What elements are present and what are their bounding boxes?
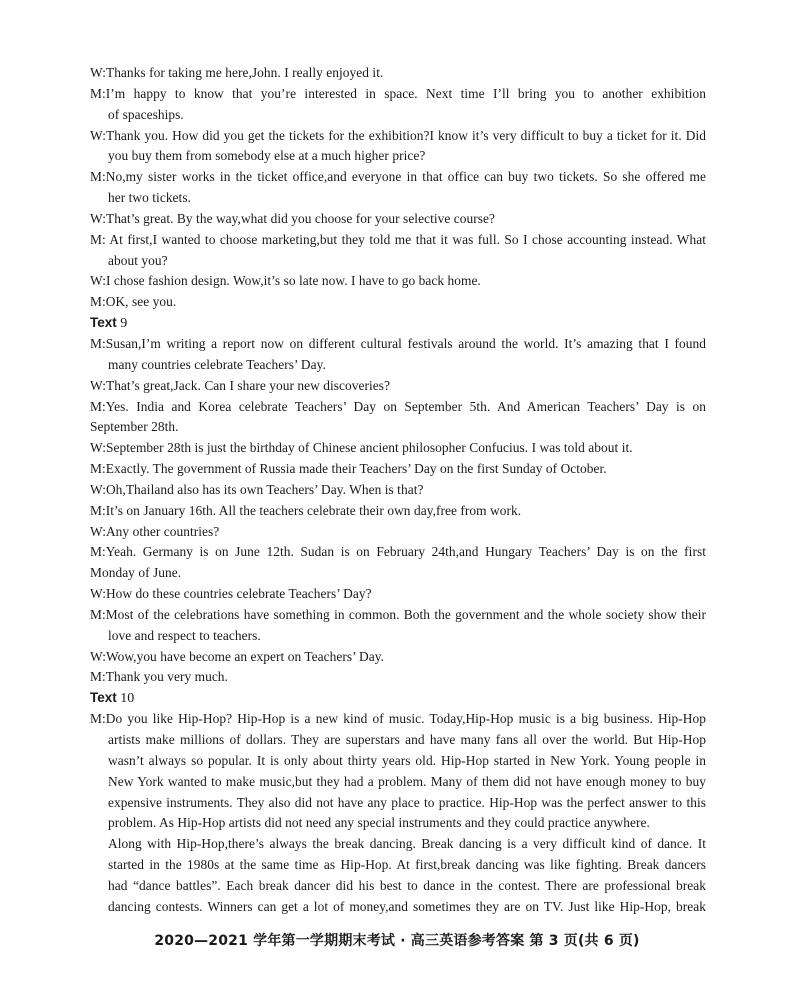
text-line: W:I chose fashion design. Wow,it’s so late now. I have to go back home. [90,273,481,289]
text-line: Along with Hip-Hop,there’s always the break dancing. Break dancing is a very difficult kind of dance. It [108,836,706,852]
text-line: W:That’s great. By the way,what did you choose for your selective course? [90,210,495,226]
section-heading-label: Text [90,690,117,706]
text-line: M:Yeah. Germany is on June 12th. Sudan is on February 24th,and Hungary Teachers’ Day is on the first [90,544,706,560]
text-line: many countries celebrate Teachers’ Day. [108,356,326,372]
text-line: dancing contests. Winners can get a lot of money,and sometimes they are on TV. Just like Hip-Hop, break [108,898,706,914]
text-line: of spaceships. [108,106,184,122]
text-line: M:Thank you very much. [90,669,228,685]
text-line: about you? [108,252,168,268]
text-line: M: At first,I wanted to choose marketing,but they told me that it was full. So I chose accounting instead. What [90,231,706,247]
text-line: M:It’s on January 16th. All the teachers celebrate their own day,free from work. [90,502,522,518]
text-line: had “dance battles”. Each break dancer did his best to dance in the contest. There are professional break [108,877,706,893]
text-line: W:Oh,Thailand also has its own Teachers’ Day. When is that? [90,481,424,497]
text-line: wasn’t always so popular. It is only about thirty years old. Hip-Hop started in New York. Young people in [108,752,706,768]
text-line: W:Any other countries? [90,523,220,539]
text-line: M:I’m happy to know that you’re interested in space. Next time I’ll bring you to another exhibition [90,85,706,101]
text-line: W:Thanks for taking me here,John. I really enjoyed it. [90,65,384,80]
text-line: expensive instruments. They also did not have any place to practice. Hip-Hop was the perfect answer to this [108,794,706,810]
text-line: September 28th. [90,419,179,435]
text-line: M:Do you like Hip-Hop? Hip-Hop is a new kind of music. Today,Hip-Hop music is a big business. Hip-Hop [90,711,706,727]
text-line: started in the 1980s at the same time as Hip-Hop. At first,break dancing was like fighting. Break dancers [108,857,706,873]
text-line: M:OK, see you. [90,294,177,310]
text-line: love and respect to teachers. [108,627,261,643]
section-heading-number: 9 [120,316,128,332]
text-line: W:That’s great,Jack. Can I share your new discoveries? [90,377,391,393]
page-footer: 2020—2021 学年第一学期期末考试 · 高三英语参考答案 第 3 页(共 6 页) [154,933,640,949]
text-line: W:Wow,you have become an expert on Teachers’ Day. [90,648,385,664]
section-heading-number: 10 [120,691,135,707]
text-line: M:Susan,I’m writing a report now on different cultural festivals around the world. It’s amazing that I found [90,335,706,351]
text-line: M:No,my sister works in the ticket office,and everyone in that office can buy two tickets. So she offered me [90,169,706,185]
section-heading-label: Text [90,315,117,331]
text-line: W:Thank you. How did you get the tickets for the exhibition?I know it’s very difficult to buy a ticket for it. Did [90,127,706,143]
text-line: M:Exactly. The government of Russia made their Teachers’ Day on the first Sunday of October. [90,461,607,477]
text-line: M:Most of the celebrations have something in common. Both the government and the whole society show their [90,606,706,622]
text-line: her two tickets. [108,190,191,206]
text-line: Monday of June. [90,565,182,581]
text-line: artists make millions of dollars. They are superstars and have many fans all over the world. But Hip-Hop [108,732,706,747]
text-line: you buy them from somebody else at a much higher price? [108,148,426,164]
text-line: M:Yes. India and Korea celebrate Teachers’ Day on September 5th. And American Teachers’ Day is on [90,398,706,414]
text-line: New York wanted to make music,but they had a problem. Many of them did not have enough money to buy [108,773,706,789]
document-body [90,63,706,918]
section-heading [90,688,706,709]
section-heading [90,313,706,334]
text-line: W:How do these countries celebrate Teachers’ Day? [90,586,372,602]
text-line: W:September 28th is just the birthday of Chinese ancient philosopher Confucius. I was told about it. [90,440,633,456]
text-line: problem. As Hip-Hop artists did not need any special instruments and they could practice anywhere. [108,815,650,831]
